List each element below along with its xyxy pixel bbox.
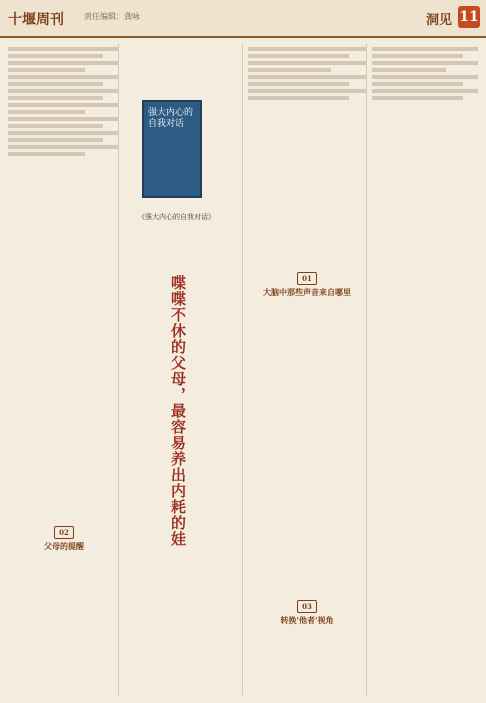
edition-meta: 责任编辑：龚咏 (84, 12, 140, 21)
subhead-badge: 02 (54, 526, 74, 539)
subhead-column-3-top (252, 272, 362, 298)
book-cover-title: 强大内心的自我对话 (148, 108, 194, 129)
subhead-text: 转换'他者'视角 (280, 615, 334, 625)
masthead (0, 0, 486, 38)
subhead-text: 大脑中那些声音来自哪里 (263, 287, 351, 297)
page-number: 11 (458, 6, 480, 28)
book-caption: 《强大内心的自我对话》 (138, 213, 215, 221)
newspaper-brand: 十堰周刊 (8, 12, 64, 28)
subhead-column-3-bottom (252, 600, 362, 626)
book-cover (142, 100, 202, 198)
subhead-badge: 03 (297, 600, 317, 613)
subhead-badge: 01 (297, 272, 317, 285)
subhead-text: 父母的提醒 (44, 541, 84, 551)
section-title: 洞见 (425, 13, 452, 28)
feature-headline: 喋喋不休的父母，最容易养出内耗的娃 (169, 275, 187, 547)
column-1 (8, 44, 119, 695)
subhead-column-1 (12, 526, 116, 552)
column-3 (248, 44, 367, 695)
column-4 (372, 44, 478, 695)
